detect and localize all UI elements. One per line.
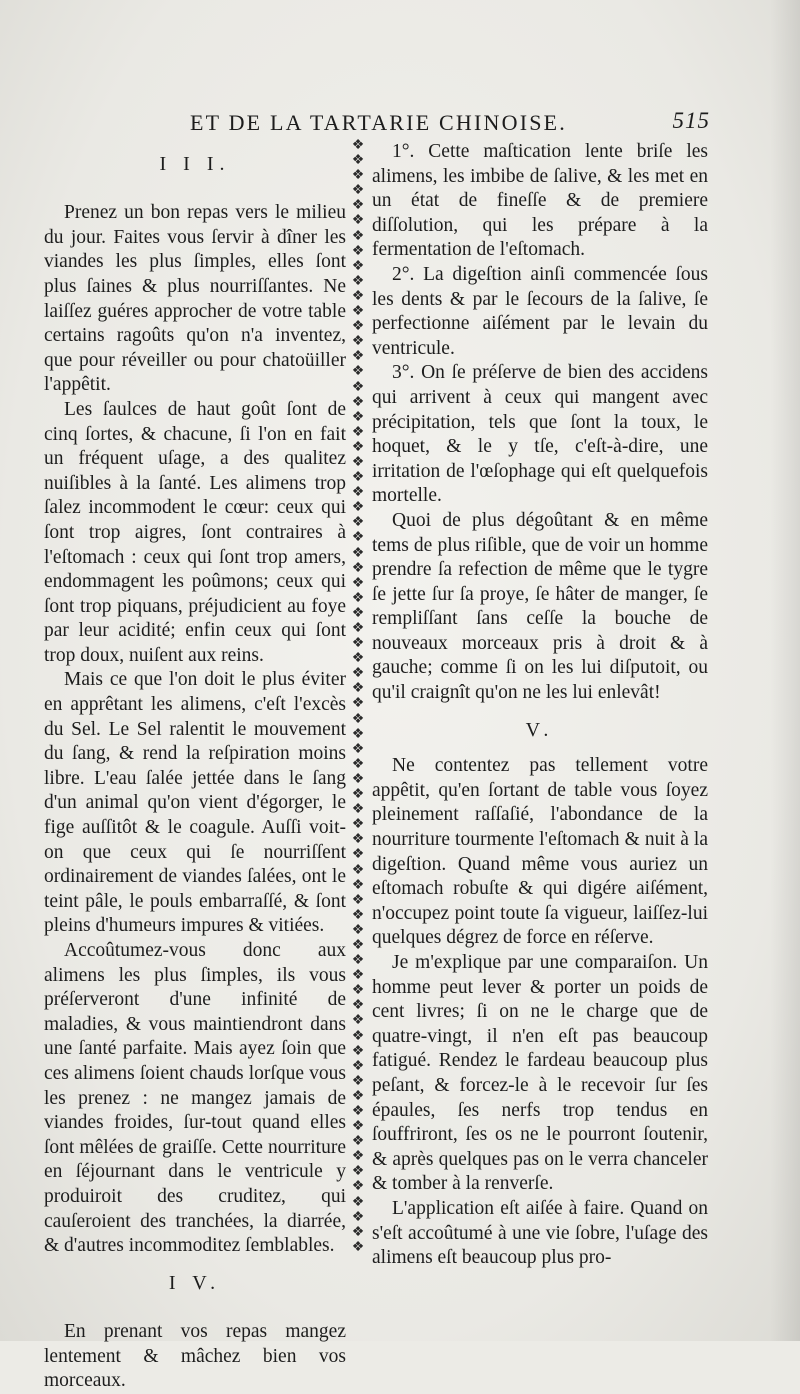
right-column: [372, 140, 708, 1271]
ornament-glyph: ❖: [351, 892, 365, 908]
paragraph: 3°. On ſe préſerve de bien des accidens qui arrivent à ceux qui mangent avec précipitation, tels que ſont la toux, le hoquet, & le y tſe, c'eſt-à-dire, une irritation de l'œſophage qui eſt quelquefois mortelle.: [372, 362, 708, 507]
ornament-glyph: ❖: [351, 666, 365, 682]
ornament-glyph: ❖: [351, 832, 365, 848]
ornament-glyph: ❖: [351, 439, 365, 455]
ornament-glyph: ❖: [351, 228, 365, 244]
ornament-glyph: ❖: [351, 953, 365, 969]
ornament-glyph: ❖: [351, 1088, 365, 1104]
ornament-glyph: ❖: [351, 937, 365, 953]
ornament-glyph: ❖: [351, 1179, 365, 1195]
ornament-glyph: ❖: [351, 968, 365, 984]
ornament-glyph: ❖: [351, 1058, 365, 1074]
ornament-glyph: ❖: [351, 364, 365, 380]
ornament-glyph: ❖: [351, 771, 365, 787]
ornament-glyph: ❖: [351, 726, 365, 742]
ornament-glyph: ❖: [351, 168, 365, 184]
ornament-glyph: ❖: [351, 1013, 365, 1029]
ornament-glyph: ❖: [351, 470, 365, 486]
section-heading-iii: I I I.: [159, 153, 231, 175]
ornament-glyph: ❖: [351, 1149, 365, 1165]
ornament-glyph: ❖: [351, 409, 365, 425]
ornament-glyph: ❖: [351, 213, 365, 229]
ornament-glyph: ❖: [351, 756, 365, 772]
ornament-glyph: ❖: [351, 183, 365, 199]
ornament-glyph: ❖: [351, 1224, 365, 1240]
ornament-glyph: ❖: [351, 787, 365, 803]
ornament-glyph: ❖: [351, 1028, 365, 1044]
ornament-glyph: ❖: [351, 1073, 365, 1089]
paragraph: Ne contentez pas tellement votre appêtit, qu'en ſortant de table vous ſoyez pleinement raſſaſié, l'abondance de la nourriture tourmente l'eſtomach & nuit à la digeſtion. Quand même vous auriez un eſtomach robuſte & qui digére aiſément, n'occupez point toute ſa vigueur, laiſſez-lui quelques dégrez de force en réſerve.: [372, 755, 708, 949]
paragraph: Accoûtumez-vous donc aux alimens les plus ſimples, ils vous préſerveront d'une infinité de maladies, & vous maintiendront dans une ſanté parfaite. Mais ayez ſoin que ces alimens ſoient chauds lorſque vous les prenez : ne mangez jamais de viandes froides, ſur-tout quand elles ſont mêlées de graiſſe. Cette nourriture en ſéjournant dans le ventricule y produiroit des cruditez, qui cauſeroient des tranchées, la diarrée, & d'autres incommoditez ſemblables.: [44, 940, 346, 1257]
ornament-glyph: ❖: [351, 198, 365, 214]
paragraph: L'application eſt aiſée à faire. Quand on s'eſt accoûtumé à une vie ſobre, l'uſage des alimens eſt beaucoup plus pro-: [372, 1197, 708, 1269]
ornament-glyph: ❖: [351, 258, 365, 274]
ornament-glyph: ❖: [351, 530, 365, 546]
paragraph: 1°. Cette maſtication lente briſe les alimens, les imbibe de ſalive, & les met en un état de fineſſe & de premiere diſſolution, qui les prépare à la fermentation de l'eſtomach.: [372, 141, 708, 261]
ornament-glyph: ❖: [351, 515, 365, 531]
ornament-glyph: ❖: [351, 621, 365, 636]
ornament-glyph: ❖: [351, 1119, 365, 1135]
ornament-glyph: ❖: [351, 741, 365, 757]
page-number: 515: [672, 108, 710, 133]
paragraph: 2°. La digeſtion ainſi commencée ſous les dents & par le ſecours de la ſalive, ſe perfectionne aiſément par le levain du ventricule.: [372, 263, 708, 359]
section-heading-iv: I V.: [168, 1271, 222, 1294]
page-edge-shadow: [770, 0, 800, 1341]
ornament-glyph: ❖: [351, 817, 365, 833]
paragraph: Je m'explique par une comparaiſon. Un homme peut lever & porter un poids de cent livres; ſi on ne le charge que de quatre-vingt, il n'en eſt pas beaucoup fatigué. Rendez le fardeau beaucoup plus peſant, & forcez-le à le recevoir ſur ſes épaules, ſes nerfs trop tendus en ſouffriront, ſes os ne le pourront ſoutenir, & après quelques pas on le verra chanceler & tomber à la renverſe.: [372, 952, 708, 1195]
paragraph: Prenez un bon repas vers le milieu du jour. Faites vous ſervir à dîner les viandes les plus ſimples, elles ſont plus ſaines & plus nourriſſantes. Ne laiſſez guéres approcher de votre table certains ragoûts qu'on n'a inventez, que pour réveiller ou pour chatoüiller l'appêtit.: [44, 202, 346, 396]
ornament-glyph: ❖: [351, 273, 365, 289]
ornament-glyph: ❖: [351, 862, 365, 878]
ornament-glyph: ❖: [351, 877, 365, 893]
ornament-glyph: ❖: [351, 153, 365, 169]
ornament-glyph: ❖: [351, 424, 365, 440]
ornament-glyph: ❖: [351, 394, 365, 410]
ornament-glyph: ❖: [351, 379, 365, 395]
running-head-title: ET DE LA TARTARIE CHINOISE.: [190, 110, 568, 135]
ornament-glyph: ❖: [351, 454, 365, 470]
ornament-glyph: ❖: [351, 1104, 365, 1119]
paragraph: En prenant vos repas mangez lentement & mâchez bien vos morceaux.: [44, 1320, 346, 1392]
ornament-glyph: ❖: [351, 1239, 365, 1255]
left-column: [44, 140, 346, 1394]
ornament-glyph: ❖: [351, 651, 365, 667]
ornament-glyph: ❖: [351, 500, 365, 516]
ornament-glyph: ❖: [351, 560, 365, 576]
ornament-glyph: ❖: [351, 243, 365, 259]
ornament-glyph: ❖: [351, 681, 365, 697]
ornament-glyph: ❖: [351, 847, 365, 863]
ornament-glyph: ❖: [351, 288, 365, 304]
ornament-glyph: ❖: [351, 319, 365, 335]
ornament-glyph: ❖: [351, 349, 365, 365]
section-heading-v: V.: [525, 718, 555, 741]
paragraph: Les ſaulces de haut goût ſont de cinq ſortes, & chacune, ſi l'on en fait un fréquent uſage, a des qualitez nuiſibles à la ſanté. Les alimens trop ſalez incommodent le cœur: ceux qui ſont trop aigres, ſont contraires à l'eſtomach : ceux qui ſont trop amers, endommagent les poûmons; ceux qui ſont trop piquans, préjudicient au foye par leur acidité; enfin ceux qui ſont trop doux, nuiſent aux reins.: [44, 398, 346, 666]
ornament-glyph: ❖: [351, 485, 365, 501]
ornament-glyph: ❖: [351, 1209, 365, 1225]
ornament-glyph: ❖: [351, 334, 365, 350]
ornament-glyph: ❖: [351, 1194, 365, 1210]
ornament-glyph: ❖: [351, 1043, 365, 1059]
ornament-glyph: ❖: [351, 711, 365, 727]
ornament-glyph: ❖: [351, 983, 365, 999]
ornament-glyph: ❖: [351, 575, 365, 591]
ornament-glyph: ❖: [351, 590, 365, 606]
ornament-glyph: ❖: [351, 605, 365, 621]
ornament-glyph: ❖: [351, 696, 365, 712]
paragraph: Quoi de plus dégoûtant & en même tems de plus riſible, que de voir un homme prendre ſa refection de même que le tygre ſe jette ſur ſa proye, ſe hâter de manger, ſe rempliſſant ſans ceſſe la bouche de nouveaux morceaux pris à droit & à gauche; comme ſi on les lui diſputoit, ou qu'il craignît qu'on ne les lui enlevât!: [372, 509, 708, 704]
ornament-glyph: ❖: [351, 545, 365, 561]
ornament-glyph: ❖: [351, 138, 365, 153]
ornament-glyph: ❖: [351, 998, 365, 1014]
ornament-glyph: ❖: [351, 304, 365, 320]
paragraph: Mais ce que l'on doit le plus éviter en apprêtant les alimens, c'eſt l'excès du Sel. Le Sel ralentit le mouvement du ſang, & rend la reſpiration moins libre. L'eau ſalée jettée dans le ſang d'un animal qu'on vient d'égorger, le fige auſſitôt & le coagule. Auſſi voit-on que ceux qui ſe nourriſſent ordinairement de viandes ſalées, ont le teint pâle, le pouls embarraſſé, & ſont pleins d'humeurs impures & vitiées.: [44, 669, 346, 937]
ornamental-column-divider: [346, 138, 370, 1258]
ornament-glyph: ❖: [351, 636, 365, 652]
running-head: [190, 110, 710, 140]
ornament-glyph: ❖: [351, 922, 365, 938]
ornament-glyph: ❖: [351, 802, 365, 818]
ornament-glyph: ❖: [351, 907, 365, 923]
ornament-glyph: ❖: [351, 1164, 365, 1180]
ornament-glyph: ❖: [351, 1134, 365, 1150]
